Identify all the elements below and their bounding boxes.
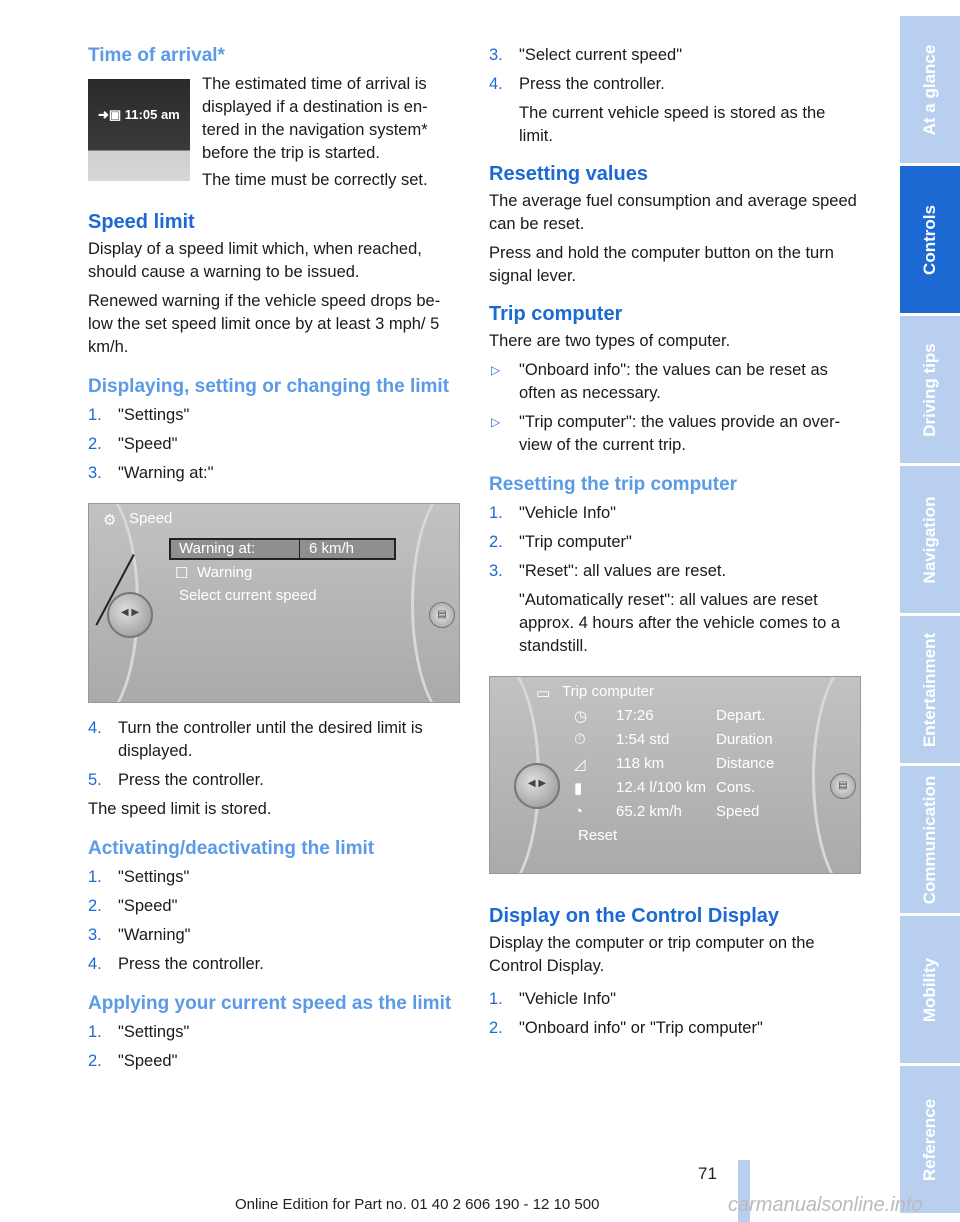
speed-screen-title: Speed	[129, 510, 173, 527]
step-item	[88, 433, 462, 456]
step-number: 2.	[88, 1052, 102, 1070]
activating-heading: Activating/deactivating the limit	[88, 838, 375, 859]
trip-row-icon: ◿	[574, 756, 586, 773]
speed-limit-p2: Renewed warning if the vehicle speed drops be-low the set speed limit once by at least 3 mph/ 5 km/h.	[88, 292, 441, 356]
step-item	[88, 462, 462, 485]
bullet-item	[489, 359, 863, 405]
tab-label: At a glance	[920, 44, 939, 135]
step-text: "Settings"	[118, 1023, 190, 1041]
displaying-heading: Displaying, setting or changing the limit	[88, 376, 450, 397]
step-item	[88, 924, 462, 947]
trip-p1: There are two types of computer.	[489, 332, 731, 350]
step-number: 1.	[88, 406, 102, 424]
step-item	[489, 560, 863, 658]
footer-text: Online Edition for Part no. 01 40 2 606 190 - 12 10 500	[235, 1196, 600, 1213]
step-number: 4.	[489, 75, 503, 93]
displaying-steps	[88, 404, 462, 485]
step-text: "Vehicle Info"	[519, 504, 617, 522]
tab-navigation[interactable]	[900, 466, 960, 613]
step-item	[88, 866, 462, 889]
arrival-text: The estimated time of arrival is displayed if a destination is en-tered in the navigation system* before the trip is started.	[202, 75, 428, 162]
tab-label: Mobility	[920, 957, 939, 1022]
step-number: 4.	[88, 719, 102, 737]
tab-controls[interactable]	[900, 166, 960, 313]
step-item	[489, 44, 863, 67]
bullet-item	[489, 411, 863, 457]
watermark-logo: carmanualsonline.info	[728, 1194, 923, 1216]
resetting-p2: Press and hold the computer button on the turn signal lever.	[489, 244, 834, 285]
speed-limit-heading: Speed limit	[88, 211, 195, 233]
step-text: "Warning at:"	[118, 464, 214, 482]
tab-label: Navigation	[920, 496, 939, 583]
step-text: "Speed"	[118, 1052, 178, 1070]
step-text: "Vehicle Info"	[519, 990, 617, 1008]
select-current-speed-option: Select current speed	[179, 587, 317, 604]
step-number: 1.	[88, 868, 102, 886]
warning-at-label: Warning at:	[179, 540, 256, 557]
trip-reset-option: Reset	[578, 827, 618, 844]
step-number: 1.	[489, 990, 503, 1008]
trip-row-value: 12.4 l/100 km	[616, 779, 707, 796]
step-text: Press the controller.	[118, 771, 264, 789]
tab-mobility[interactable]	[900, 916, 960, 1063]
trip-row-label: Depart.	[716, 707, 766, 724]
step-item	[489, 531, 863, 554]
trip-heading: Trip computer	[489, 303, 623, 325]
trip-bullets	[489, 359, 863, 457]
trip-icon: ▭	[536, 685, 551, 702]
trip-row-label: Duration	[716, 731, 773, 748]
step-number: 3.	[88, 464, 102, 482]
bullet-text: "Trip computer": the values provide an over-view of the current trip.	[519, 413, 841, 454]
arrival-block	[88, 73, 462, 196]
trip-row-icon: ▮	[574, 780, 583, 797]
resetting-heading: Resetting values	[489, 163, 648, 185]
tab-reference[interactable]	[900, 1066, 960, 1213]
arrival-time-image	[88, 79, 190, 181]
trip-row-label: Cons.	[716, 779, 756, 796]
trip-row-icon: ⏱	[574, 731, 586, 748]
tab-label: Controls	[920, 204, 939, 275]
step-text: Press the controller.	[118, 955, 264, 973]
tab-label: Entertainment	[920, 632, 939, 747]
menu-button-icon: ▤	[830, 773, 856, 799]
step-item	[88, 1050, 462, 1073]
step-number: 3.	[489, 562, 503, 580]
step-item	[88, 404, 462, 427]
settings-icon: ⚙	[103, 512, 117, 529]
step-number: 2.	[489, 1019, 503, 1037]
step-item	[88, 895, 462, 918]
step-text: "Settings"	[118, 868, 190, 886]
speed-limit-p1: Display of a speed limit which, when reached, should cause a warning to be issued.	[88, 240, 422, 281]
tab-label: Reference	[920, 1098, 939, 1181]
step-subtext: "Automatically reset": all values are reset approx. 4 hours after the vehicle comes to a standstill.	[519, 591, 841, 655]
trip-row-label: Speed	[716, 803, 760, 820]
warning-at-value: 6 km/h	[309, 540, 355, 557]
tab-label: Driving tips	[920, 342, 939, 437]
tab-label: Communication	[920, 775, 939, 904]
warning-option: Warning	[197, 564, 253, 581]
reset-trip-heading: Resetting the trip computer	[489, 474, 738, 495]
controller-knob-icon: ◀ ▶	[514, 763, 560, 809]
arrival-note: The time must be correctly set.	[202, 171, 428, 189]
bullet-triangle-icon: ▷	[491, 415, 501, 429]
trip-screen	[489, 676, 861, 874]
step-item	[88, 1021, 462, 1044]
step-item	[88, 717, 462, 763]
step-text: "Onboard info" or "Trip computer"	[519, 1019, 763, 1037]
activating-steps	[88, 866, 462, 976]
step-text: "Warning"	[118, 926, 191, 944]
applying-heading: Applying your current speed as the limit	[88, 993, 452, 1014]
side-tab-nav	[900, 0, 960, 1222]
step-number: 1.	[88, 1023, 102, 1041]
step-number: 2.	[88, 897, 102, 915]
arrival-time-readout: ➜▣ 11:05 am	[98, 107, 180, 122]
step-text: "Speed"	[118, 435, 178, 453]
right-column	[489, 44, 863, 1046]
step-text: "Speed"	[118, 897, 178, 915]
bullet-text: "Onboard info": the values can be reset as often as necessary.	[519, 361, 828, 402]
step-text: "Select current speed"	[519, 46, 683, 64]
step-number: 3.	[88, 926, 102, 944]
step-number: 2.	[88, 435, 102, 453]
step-number: 2.	[489, 533, 503, 551]
warning-checkbox-icon: ☐	[175, 565, 189, 582]
trip-row-value: 1:54 std	[616, 731, 670, 748]
tab-driving-tips[interactable]	[900, 316, 960, 463]
trip-row-label: Distance	[716, 755, 775, 772]
applying-steps	[88, 1021, 462, 1073]
menu-button-icon: ▤	[429, 602, 455, 628]
step-number: 5.	[88, 771, 102, 789]
tab-at-a-glance[interactable]	[900, 16, 960, 163]
trip-row-value: 17:26	[616, 707, 654, 724]
step-item	[88, 769, 462, 792]
step-number: 4.	[88, 955, 102, 973]
step-item	[489, 502, 863, 525]
step-item	[88, 953, 462, 976]
step-text: "Trip computer"	[519, 533, 632, 551]
resetting-p1: The average fuel consumption and average speed can be reset.	[489, 192, 857, 233]
step-item	[489, 73, 863, 148]
reset-trip-steps	[489, 502, 863, 658]
speed-limit-stored: The speed limit is stored.	[88, 800, 272, 818]
bullet-triangle-icon: ▷	[491, 363, 501, 377]
step-text: "Reset": all values are reset.	[519, 562, 727, 580]
display-heading: Display on the Control Display	[489, 905, 780, 927]
step-item	[489, 988, 863, 1011]
display-p1: Display the computer or trip computer on the Control Display.	[489, 934, 815, 975]
step-item	[489, 1017, 863, 1040]
arrival-heading: Time of arrival*	[88, 45, 225, 66]
tab-entertainment[interactable]	[900, 616, 960, 763]
applying-steps-cont	[489, 44, 863, 148]
trip-row-value: 118 km	[616, 755, 665, 772]
controller-knob-icon: ◀ ▶	[107, 592, 153, 638]
displaying-steps-cont	[88, 717, 462, 792]
step-text: "Settings"	[118, 406, 190, 424]
tab-communication[interactable]	[900, 766, 960, 913]
display-steps	[489, 988, 863, 1040]
step-text: Turn the controller until the desired limit is displayed.	[118, 719, 423, 760]
trip-row-value: 65.2 km/h	[616, 803, 682, 820]
step-subtext: The current vehicle speed is stored as the limit.	[519, 104, 826, 145]
step-text: Press the controller.	[519, 75, 665, 93]
trip-row-icon: ◔	[574, 803, 584, 820]
step-number: 3.	[489, 46, 503, 64]
trip-screen-title: Trip computer	[562, 683, 654, 700]
page-number: 71	[698, 1164, 717, 1183]
trip-row-icon: ◷	[574, 708, 588, 725]
left-column	[88, 44, 462, 1079]
speed-screen	[88, 503, 460, 703]
step-number: 1.	[489, 504, 503, 522]
